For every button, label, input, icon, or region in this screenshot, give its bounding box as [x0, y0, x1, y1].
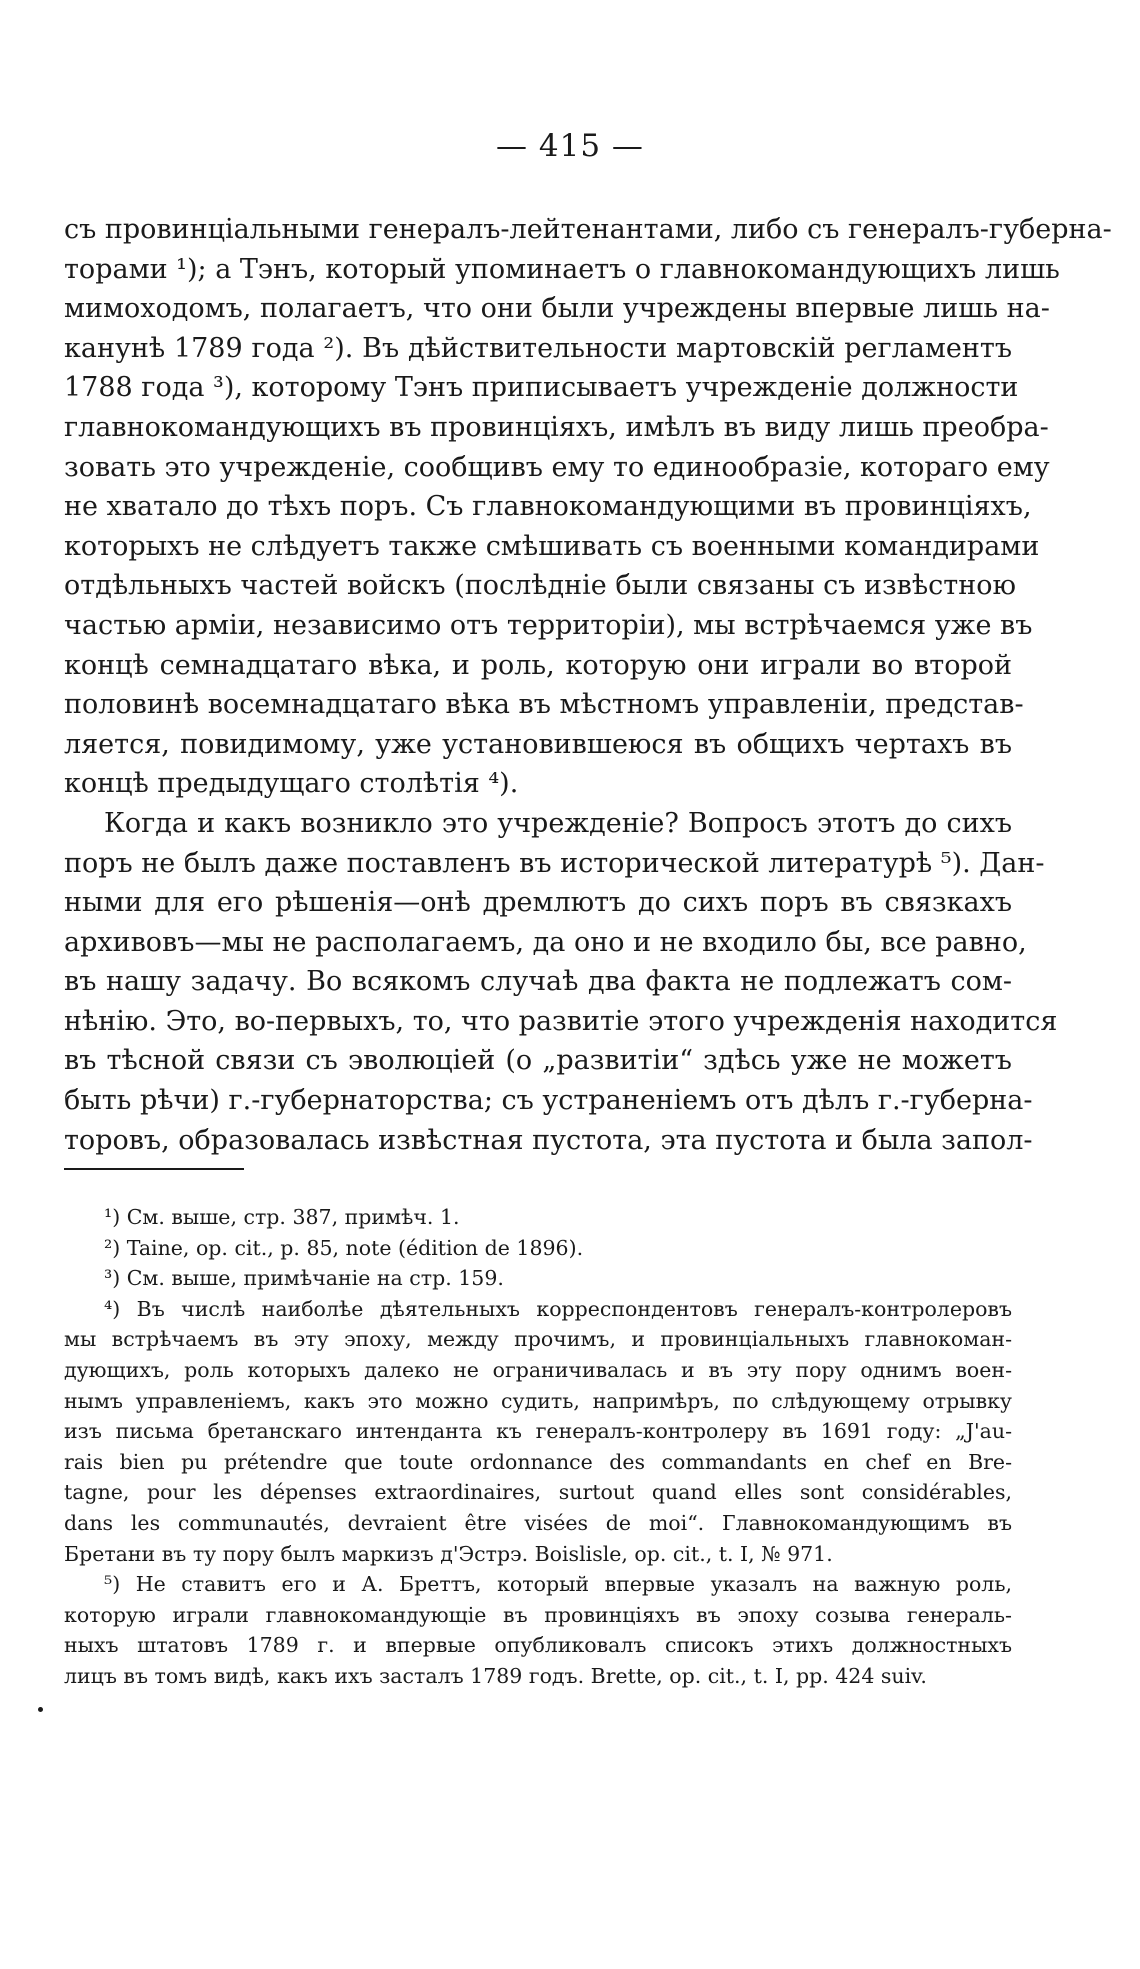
- footnote-line: ¹) См. выше, стр. 387, примѣч. 1.: [104, 1205, 460, 1229]
- text-line: не хватало до тѣхъ поръ. Съ главнокомандующими въ провинціяхъ,: [64, 491, 1032, 523]
- footnote-line: ²) Taine, op. cit., p. 85, note (édition de 1896).: [104, 1235, 584, 1260]
- text-line: частью арміи, независимо отъ территоріи), мы встрѣчаемся уже въ: [64, 609, 1033, 641]
- page-number: — 415 —: [496, 128, 644, 164]
- text-line: концѣ семнадцатаго вѣка, и роль, которую они играли во второй: [64, 649, 1012, 681]
- footnote-line: rais bien pu prétendre que toute ordonnance des commandants en chef en Bre-: [64, 1449, 1012, 1474]
- footnote-line: ⁴) Въ числѣ наиболѣе дѣятельныхъ корреспондентовъ генералъ-контролеровъ: [104, 1296, 1012, 1321]
- text-line: торовъ, образовалась извѣстная пустота, эта пустота и была запол-: [64, 1124, 1033, 1156]
- text-line: половинѣ восемнадцатаго вѣка въ мѣстномъ управленіи, представ-: [64, 689, 1024, 721]
- text-line: торами ¹); а Тэнъ, который упоминаетъ о главнокомандующихъ лишь: [64, 253, 1060, 285]
- margin-dot: [38, 1707, 43, 1712]
- footnote-line: ныхъ штатовъ 1789 г. и впервые опубликовалъ списокъ этихъ должностныхъ: [64, 1633, 1012, 1658]
- text-line: канунѣ 1789 года ²). Въ дѣйствительности мартовскій регламентъ: [64, 332, 1012, 364]
- text-line: ными для его рѣшенія—онѣ дремлютъ до сихъ поръ въ связкахъ: [64, 887, 1012, 919]
- footnote-line: Бретани въ ту пору былъ маркизъ д'Эстрэ. Boislisle, op. cit., t. I, № 971.: [64, 1541, 833, 1566]
- text-line: архивовъ—мы не располагаемъ, да оно и не входило бы, все равно,: [64, 926, 1027, 958]
- text-line: концѣ предыдущаго столѣтія ⁴).: [64, 768, 519, 800]
- text-line: нѣнію. Это, во-первыхъ, то, что развитіе этого учрежденія находится: [64, 1005, 1058, 1037]
- footnote-line: изъ письма бретанскаго интенданта къ генералъ-контролеру въ 1691 году: „J'au-: [64, 1419, 1012, 1444]
- text-line: которыхъ не слѣдуетъ также смѣшивать съ военными командирами: [64, 530, 1040, 562]
- text-line: въ нашу задачу. Во всякомъ случаѣ два факта не подлежатъ сом-: [64, 966, 1012, 998]
- footnotes: [64, 1202, 1012, 1692]
- text-line: 1788 года ³), которому Тэнъ приписываетъ учрежденіе должности: [64, 372, 1019, 404]
- footnote-line: дующихъ, роль которыхъ далеко не ограничивалась и въ эту пору однимъ воен-: [64, 1357, 1012, 1382]
- footnote-line: мы встрѣчаемъ въ эту эпоху, между прочимъ, и провинціальныхъ главнокоман-: [64, 1327, 1012, 1352]
- footnote-line: dans les communautés, devraient être visées de moi“. Главнокомандующимъ въ: [64, 1510, 1012, 1535]
- footnote-line: лицъ въ томъ видѣ, какъ ихъ засталъ 1789 годъ. Brette, op. cit., t. I, pp. 424 suiv.: [64, 1663, 927, 1688]
- text-line: главнокомандующихъ въ провинціяхъ, имѣлъ въ виду лишь преобра-: [64, 411, 1049, 443]
- footnote-line: которую играли главнокомандующіе въ провинціяхъ въ эпоху созыва генераль-: [64, 1602, 1012, 1627]
- text-line: зовать это учрежденіе, сообщивъ ему то единообразіе, котораго ему: [64, 451, 1050, 483]
- text-line: поръ не былъ даже поставленъ въ исторической литературѣ ⁵). Дан-: [64, 847, 1045, 879]
- text-line: въ тѣсной связи съ эволюціей (о „развитіи“ здѣсь уже не можетъ: [64, 1045, 1012, 1077]
- text-line: Когда и какъ возникло это учрежденіе? Вопросъ этотъ до сихъ: [104, 807, 1012, 839]
- main-text: [64, 210, 1112, 1160]
- text-line: быть рѣчи) г.-губернаторства; съ устраненіемъ отъ дѣлъ г.-губерна-: [64, 1085, 1033, 1117]
- text-line: мимоходомъ, полагаетъ, что они были учреждены впервые лишь на-: [64, 293, 1050, 325]
- footnote-line: нымъ управленіемъ, какъ это можно судить, напримѣръ, по слѣдующему отрывку: [64, 1388, 1012, 1413]
- text-line: съ провинціальными генералъ-лейтенантами, либо съ генералъ-губерна-: [64, 214, 1112, 245]
- footnote-line: ³) См. выше, примѣчаніе на стр. 159.: [104, 1266, 504, 1291]
- text-line: отдѣльныхъ частей войскъ (послѣдніе были связаны съ извѣстною: [64, 570, 1016, 602]
- footnote-line: ⁵) Не ставитъ его и А. Бреттъ, который впервые указалъ на важную роль,: [104, 1572, 1012, 1597]
- footnote-divider: [64, 1168, 244, 1170]
- footnote-line: tagne, pour les dépenses extraordinaires, surtout quand elles sont considérables,: [64, 1480, 1012, 1505]
- text-line: ляется, повидимому, уже установившеюся въ общихъ чертахъ въ: [64, 728, 1012, 760]
